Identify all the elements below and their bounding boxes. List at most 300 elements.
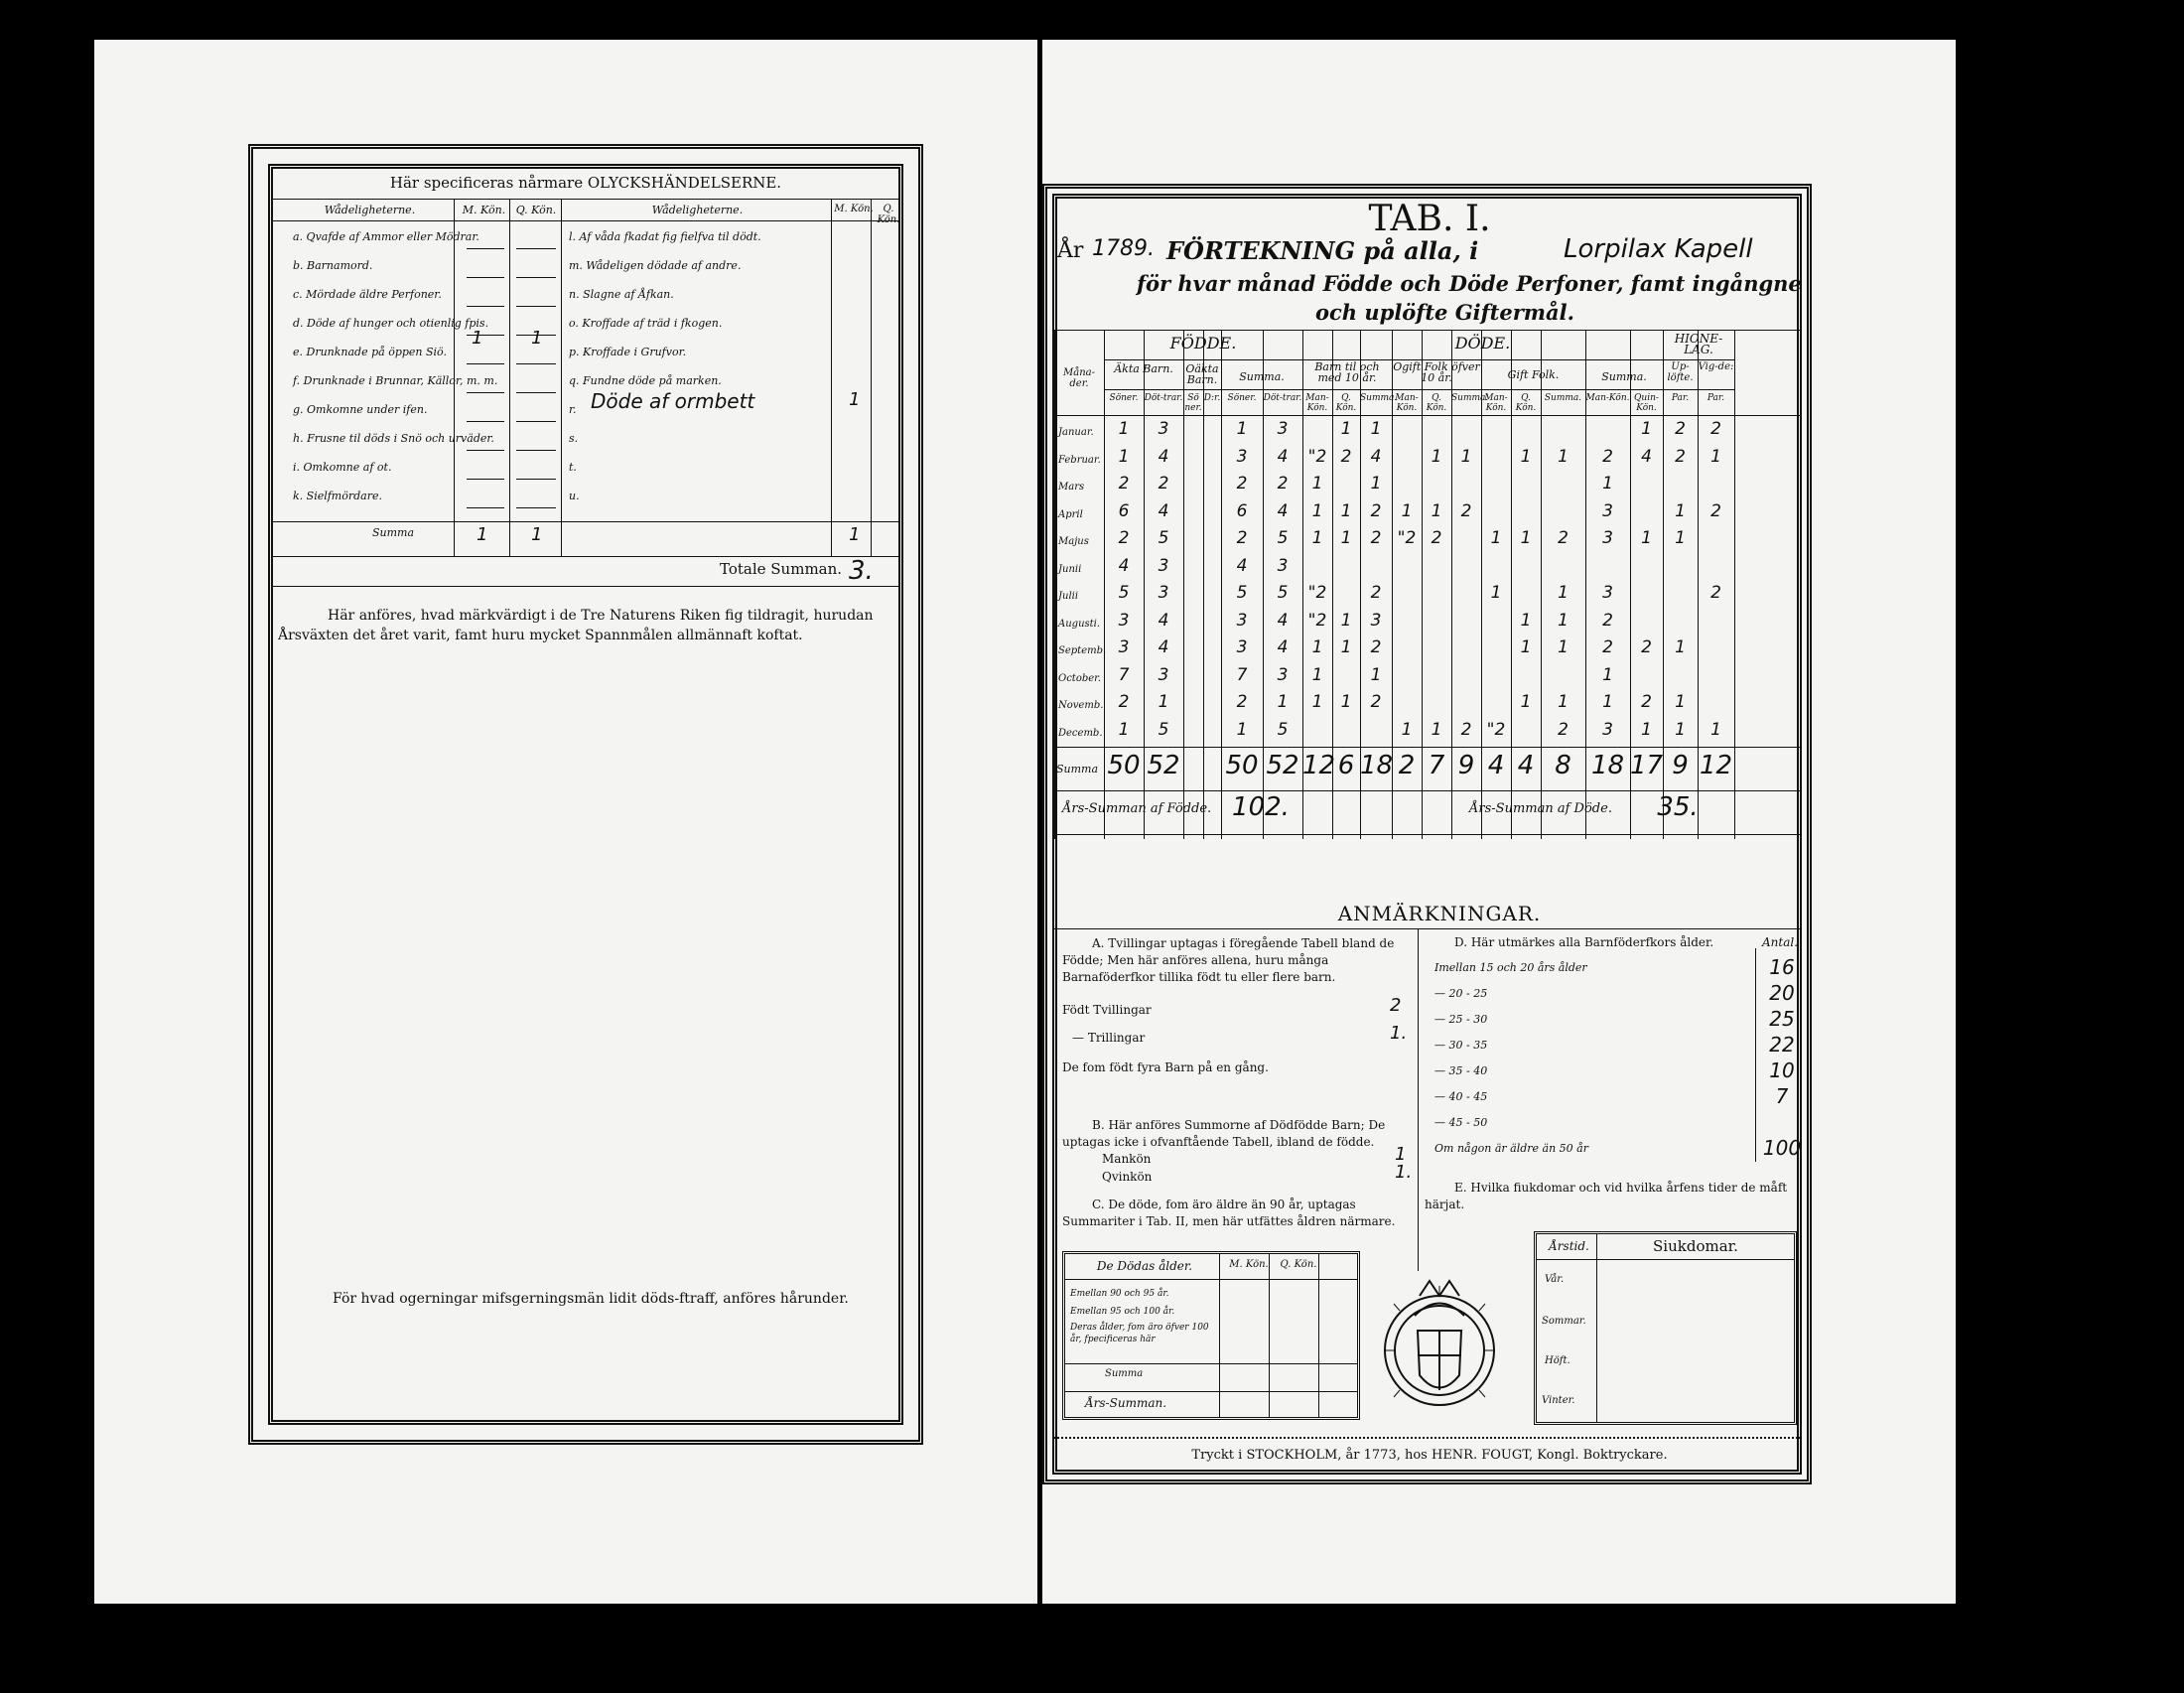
month-label: Junii xyxy=(1058,563,1082,575)
b-text: B. Här anföres Summorne af Dödfödde Barn; De uptagas icke i ofvanftående Tabell, ibland de födde. xyxy=(1062,1118,1386,1149)
table-cell: 1 xyxy=(1118,719,1130,740)
d-row-label: — 20 - 25 xyxy=(1434,987,1488,1000)
c-row-3: Deras ålder, fom äro öfver 100 år, fpecificeras här xyxy=(1070,1323,1209,1344)
table-cell: 2 xyxy=(1602,446,1613,467)
month-label: Septemb. xyxy=(1058,645,1107,656)
c-ars: Års-Summan. xyxy=(1085,1396,1167,1410)
table-cell: 1 xyxy=(1340,637,1352,657)
entry-line-m xyxy=(467,363,504,364)
table-cell: 3 xyxy=(1158,555,1169,576)
totale-value: 3. xyxy=(849,556,874,586)
accident-right-item: m. Wådeligen dödade af andre. xyxy=(569,259,742,272)
table-cell: 5 xyxy=(1158,528,1169,548)
entry-line-m xyxy=(467,248,504,249)
table-cell: 1 xyxy=(1558,583,1569,603)
month-label: Mars xyxy=(1058,482,1085,493)
header-manader: Måna-der. xyxy=(1063,367,1095,389)
table-cell: "2 xyxy=(1307,610,1327,631)
subheader-q: Q. Kön. xyxy=(1515,393,1537,413)
hand-e-q: 1 xyxy=(531,328,543,349)
accident-right-item: o. Kroffade af träd i fkogen. xyxy=(569,317,723,330)
table-cell: 1 xyxy=(1118,446,1130,467)
summa-label: Summa xyxy=(372,526,415,539)
executions-text: För hvad ogerningar mifsgerningsmän lidit döds-ftraff, anföres hårunder. xyxy=(333,1291,849,1307)
month-label: April xyxy=(1058,508,1083,520)
table-cell: 1 xyxy=(1710,446,1721,467)
table-cell: 1 xyxy=(1340,500,1352,521)
subheader-par: Par. xyxy=(1706,393,1725,403)
table-cell: 1 xyxy=(1277,692,1289,712)
subheader-do: D:r. xyxy=(1203,393,1221,403)
accident-left-item: i. Omkomne af ot. xyxy=(293,461,392,474)
entry-line-q xyxy=(516,248,556,249)
d-row-label: — 40 - 45 xyxy=(1434,1090,1488,1103)
table-cell: 6 xyxy=(1118,500,1130,521)
table-cell: "2 xyxy=(1486,719,1506,740)
hand-r-text: Döde af ormbett xyxy=(591,389,755,413)
summa-line xyxy=(1054,747,1801,748)
accident-left-item: h. Frusne til döds i Snö och urväder. xyxy=(293,432,494,445)
col-head-left: Wådeligheterne. xyxy=(324,204,416,216)
month-label: Augusti. xyxy=(1058,618,1101,630)
accident-left-item: d. Döde af hunger och otienlig fpis. xyxy=(293,317,489,330)
table-cell: 5 xyxy=(1277,528,1289,548)
title-line1: FÖRTEKNING på alla, i xyxy=(1166,236,1479,265)
ars-dode-value: 35. xyxy=(1657,792,1699,822)
entry-line-q xyxy=(516,306,556,307)
entry-line-q xyxy=(516,421,556,422)
entry-line-q xyxy=(516,363,556,364)
table-cell: "2 xyxy=(1307,446,1327,467)
table-cell: 1 xyxy=(1340,419,1352,439)
table-cell: 1 xyxy=(1675,719,1686,740)
accident-right-item: p. Kroffade i Grufvor. xyxy=(569,346,687,358)
entry-line-q xyxy=(516,392,556,393)
header-akta: Äkta Barn. xyxy=(1114,362,1173,375)
b-mank-val: 1 xyxy=(1395,1144,1407,1165)
table-cell: 3 xyxy=(1277,664,1289,685)
table-cell: 4 xyxy=(1118,555,1130,576)
total-cell: 9 xyxy=(1672,751,1689,780)
c-row-2: Emellan 95 och 100 år. xyxy=(1070,1307,1175,1317)
total-cell: 52 xyxy=(1147,751,1180,780)
sum-m: 1 xyxy=(477,524,488,545)
table-cell: 1 xyxy=(1520,637,1532,657)
table-cell: 1 xyxy=(1641,528,1652,548)
d-row-value: 100 xyxy=(1762,1136,1802,1160)
table-cell: 1 xyxy=(1558,637,1569,657)
a-tvill-val: 2 xyxy=(1390,995,1402,1016)
table-cell: 3 xyxy=(1602,583,1613,603)
accident-right-item: r. xyxy=(569,403,577,416)
table-cell: 2 xyxy=(1602,637,1613,657)
table-cell: 1 xyxy=(1490,528,1502,548)
table-cell: 3 xyxy=(1602,500,1613,521)
table-cell: 4 xyxy=(1158,637,1169,657)
header-gift: Gift Folk. xyxy=(1507,368,1560,381)
table-cell: 7 xyxy=(1118,664,1130,685)
table-cell: 1 xyxy=(1370,474,1382,494)
sum-right-q: 1 xyxy=(849,524,861,545)
subheader-so: Sö ner. xyxy=(1184,393,1202,413)
table-cell: 1 xyxy=(1558,446,1569,467)
c-head: De Dödas ålder. xyxy=(1096,1259,1193,1273)
total-cell: 6 xyxy=(1337,751,1355,780)
e-text: E. Hvilka fiukdomar och vid hvilka årfens tider de måft härjat. xyxy=(1425,1181,1788,1211)
b-quink-val: 1. xyxy=(1395,1162,1413,1183)
table-cell: 1 xyxy=(1520,528,1532,548)
table-cell: 3 xyxy=(1277,419,1289,439)
table-cell: 4 xyxy=(1158,446,1169,467)
header-dode: DÖDE. xyxy=(1454,334,1511,353)
footer: Tryckt i STOCKHOLM, år 1773, hos HENR. FOUGT, Kongl. Boktryckare. xyxy=(1191,1448,1668,1463)
table-cell: 1 xyxy=(1602,664,1613,685)
table-cell: 5 xyxy=(1277,719,1289,740)
parish: Lorpilax Kapell xyxy=(1564,234,1753,264)
table-cell: 2 xyxy=(1118,528,1130,548)
table-cell: 4 xyxy=(1277,500,1289,521)
e-arstid: Årstid. xyxy=(1549,1239,1589,1253)
table-cell: 1 xyxy=(1675,500,1686,521)
table-cell: 1 xyxy=(1710,719,1721,740)
table-cell: 2 xyxy=(1558,719,1569,740)
table-cell: 4 xyxy=(1158,500,1169,521)
accident-right-item: t. xyxy=(569,461,577,474)
accident-left-item: g. Omkomne under ifen. xyxy=(293,403,428,416)
table-cell: 4 xyxy=(1641,446,1652,467)
table-col-line xyxy=(1203,330,1204,839)
left-page xyxy=(94,40,1037,1604)
table-cell: 2 xyxy=(1370,583,1382,603)
table-cell: 3 xyxy=(1118,610,1130,631)
entry-line-q xyxy=(516,507,556,508)
table-cell: 3 xyxy=(1602,719,1613,740)
e-table xyxy=(1534,1231,1797,1425)
table-cell: 2 xyxy=(1118,474,1130,494)
a-tvill: Födt Tvillingar xyxy=(1062,1003,1152,1017)
d-row-value: 25 xyxy=(1769,1007,1795,1031)
month-label: Novemb. xyxy=(1058,700,1104,711)
accident-right-item: l. Af våda fkadat fig fielfva til dödt. xyxy=(569,230,761,243)
d-antal: Antal. xyxy=(1762,935,1799,949)
table-cell: 1 xyxy=(1675,692,1686,712)
table-cell: 1 xyxy=(1118,419,1130,439)
table-col-line xyxy=(1054,330,1055,839)
header-oakta: Oäkta Barn. xyxy=(1185,362,1219,386)
header-uplofte: Up-löfte. xyxy=(1667,361,1694,383)
table-cell: 1 xyxy=(1431,500,1442,521)
month-label: Februar. xyxy=(1058,454,1101,466)
table-cell: 3 xyxy=(1236,610,1248,631)
table-cell: 1 xyxy=(1520,446,1532,467)
table-cell: 2 xyxy=(1370,500,1382,521)
total-cell: 52 xyxy=(1266,751,1299,780)
table-cell: 2 xyxy=(1370,637,1382,657)
c-q: Q. Kön. xyxy=(1280,1259,1317,1270)
table-cell: 2 xyxy=(1236,528,1248,548)
table-cell: 1 xyxy=(1602,692,1613,712)
month-label: Decemb. xyxy=(1058,727,1103,739)
a-trill: — Trillingar xyxy=(1072,1031,1146,1045)
accident-right-item: u. xyxy=(569,490,580,502)
b-quink: Qvinkön xyxy=(1102,1170,1153,1184)
table-cell: 1 xyxy=(1641,419,1652,439)
table-cell: 3 xyxy=(1236,446,1248,467)
table-cell: 1 xyxy=(1370,419,1382,439)
table-cell: 1 xyxy=(1370,664,1382,685)
accident-left-item: e. Drunknade på öppen Siö. xyxy=(293,346,447,358)
table-cell: 1 xyxy=(1340,692,1352,712)
b-mank: Mankön xyxy=(1102,1152,1152,1166)
d-row-value: 10 xyxy=(1769,1058,1795,1082)
a-text: A. Tvillingar uptagas i föregående Tabell bland de Födde; Men här anföres allena, huru många Barnaföderfkor tillika födt tu eller flere barn. xyxy=(1062,936,1395,984)
table-cell: 2 xyxy=(1118,692,1130,712)
accident-left-item: k. Sielfmördare. xyxy=(293,490,382,502)
a-fyra: De fom födt fyra Barn på en gång. xyxy=(1062,1060,1269,1074)
total-cell: 8 xyxy=(1555,751,1571,780)
table-cell: 1 xyxy=(1311,692,1323,712)
col-head-right: Wådeligheterne. xyxy=(651,204,744,216)
table-cell: 5 xyxy=(1277,583,1289,603)
subheader-mank: Man-Kön. xyxy=(1585,393,1630,403)
ars-line xyxy=(1054,790,1801,791)
table-cell: 1 xyxy=(1675,637,1686,657)
subheader-summa: Summa. xyxy=(1544,393,1582,403)
subheader-quink: Quin-Kön. xyxy=(1634,393,1659,413)
table-cell: 2 xyxy=(1641,637,1652,657)
d-row-label: — 30 - 35 xyxy=(1434,1039,1488,1052)
subheader-par: Par. xyxy=(1671,393,1690,403)
table-cell: 1 xyxy=(1460,446,1472,467)
subheader-soner: Söner. xyxy=(1109,393,1139,403)
total-cell: 7 xyxy=(1428,751,1445,780)
table-cell: 2 xyxy=(1641,692,1652,712)
col-m-right: M. Kön. xyxy=(834,204,874,214)
d-row-label: — 45 - 50 xyxy=(1434,1116,1488,1129)
d-row-value: 22 xyxy=(1769,1033,1795,1057)
subheader-man: Man-Kön. xyxy=(1484,393,1508,413)
table-cell: 3 xyxy=(1158,664,1169,685)
table-cell: 2 xyxy=(1710,500,1721,521)
d-row-label: — 25 - 30 xyxy=(1434,1013,1488,1026)
d-row-label: Om någon är äldre än 50 år xyxy=(1434,1142,1588,1155)
subheader-dottrar: Döt-trar. xyxy=(1144,393,1183,403)
table-cell: 2 xyxy=(1158,474,1169,494)
nature-text: Här anföres, hvad märkvärdigt i de Tre Naturens Riken fig tildragit, hurudan Årsväxten det året varit, famt huru mycket Spannmålen allmännaft koftat. xyxy=(278,608,874,643)
ar-label: År xyxy=(1057,238,1084,263)
header-summa2: Summa. xyxy=(1601,370,1647,383)
month-label: Majus xyxy=(1058,536,1089,547)
year: 1789. xyxy=(1092,236,1155,261)
c-text: C. De döde, fom äro äldre än 90 år, uptagas Summariter i Tab. II, men här utfättes åldren närmare. xyxy=(1062,1198,1396,1228)
table-cell: 1 xyxy=(1236,419,1248,439)
total-cell: 18 xyxy=(1590,751,1625,780)
e-season-host: Höft. xyxy=(1545,1355,1570,1366)
entry-line-m xyxy=(467,392,504,393)
entry-line-q xyxy=(516,450,556,451)
table-col-line xyxy=(1734,330,1735,839)
table-cell: 2 xyxy=(1370,528,1382,548)
table-cell: 1 xyxy=(1236,719,1248,740)
table-cell: 1 xyxy=(1311,528,1323,548)
table-cell: 2 xyxy=(1431,528,1442,548)
d-text: D. Här utmärkes alla Barnföderfkors ålder. xyxy=(1454,935,1714,949)
total-cell: 9 xyxy=(1457,751,1475,780)
entry-line-q xyxy=(516,277,556,278)
table-cell: 2 xyxy=(1370,692,1382,712)
table-cell: 1 xyxy=(1340,528,1352,548)
header-barn: Barn til och med 10 år. xyxy=(1314,360,1380,384)
right-page xyxy=(1042,40,1956,1604)
col-q-left: Q. Kön. xyxy=(515,204,557,216)
table-cell: 1 xyxy=(1311,637,1323,657)
d-row-value: 20 xyxy=(1769,981,1795,1005)
table-cell: 4 xyxy=(1277,446,1289,467)
summa-row-label: Summa xyxy=(1056,763,1099,776)
header-hione: HIONE-LAG. xyxy=(1674,332,1723,356)
table-cell: 2 xyxy=(1602,610,1613,631)
table-cell: "2 xyxy=(1397,528,1417,548)
accident-right-item: n. Slagne af Åfkan. xyxy=(569,288,674,301)
table-cell: 2 xyxy=(1340,446,1352,467)
table-cell: 1 xyxy=(1401,719,1413,740)
entry-line-m xyxy=(467,507,504,508)
month-label: Januar. xyxy=(1058,427,1094,438)
table-cell: 2 xyxy=(1460,500,1472,521)
table-cell: 1 xyxy=(1158,692,1169,712)
table-cell: 4 xyxy=(1277,637,1289,657)
accident-left-item: a. Qvafde af Ammor eller Mödrar. xyxy=(293,230,479,243)
total-cell: 4 xyxy=(1517,751,1535,780)
subheader-man: Man-Kön. xyxy=(1305,393,1329,413)
e-season-sommar: Sommar. xyxy=(1542,1316,1586,1327)
table-cell: 4 xyxy=(1370,446,1382,467)
table-cell: 1 xyxy=(1641,719,1652,740)
table-cell: 1 xyxy=(1311,500,1323,521)
anm-title: ANMÄRKNINGAR. xyxy=(1337,902,1542,925)
table-cell: 2 xyxy=(1236,474,1248,494)
table-cell: "2 xyxy=(1307,583,1327,603)
table-cell: 3 xyxy=(1236,637,1248,657)
table-cell: 1 xyxy=(1431,719,1442,740)
accident-right-item: q. Fundne döde på marken. xyxy=(569,374,722,387)
hand-e-m: 1 xyxy=(472,328,483,349)
total-cell: 4 xyxy=(1487,751,1505,780)
subheader-summa: Summa. xyxy=(1451,393,1489,403)
table-cell: 1 xyxy=(1340,610,1352,631)
table-cell: 3 xyxy=(1370,610,1382,631)
total-cell: 2 xyxy=(1398,751,1416,780)
table-cell: 2 xyxy=(1675,419,1686,439)
table-cell: 1 xyxy=(1520,692,1532,712)
table-cell: 1 xyxy=(1431,446,1442,467)
table-cell: 3 xyxy=(1158,419,1169,439)
table-cell: 1 xyxy=(1311,664,1323,685)
c-m: M. Kön. xyxy=(1229,1259,1269,1270)
accident-left-item: f. Drunknade i Brunnar, Källor, m. m. xyxy=(293,374,498,387)
c-table xyxy=(1062,1251,1360,1420)
month-label: October. xyxy=(1058,672,1102,684)
e-season-vinter: Vinter. xyxy=(1542,1395,1575,1406)
accident-left-item: c. Mördade äldre Perfoner. xyxy=(293,288,442,301)
e-siuk: Siukdomar. xyxy=(1653,1237,1738,1255)
a-trill-val: 1. xyxy=(1390,1023,1408,1044)
c-row-1: Emellan 90 och 95 år. xyxy=(1070,1289,1169,1299)
accidents-title: Här specificeras nårmare OLYCKSHÄNDELSERNE. xyxy=(389,174,782,192)
table-cell: 1 xyxy=(1675,528,1686,548)
header-line xyxy=(1054,415,1801,416)
d-row-label: — 35 - 40 xyxy=(1434,1064,1488,1077)
e-season-var: Vår. xyxy=(1545,1274,1565,1285)
total-cell: 17 xyxy=(1630,751,1664,780)
subheader-dottrar: Döt-trar. xyxy=(1263,393,1302,403)
title-line2: för hvar månad Födde och Döde Perfoner, famt ingångne xyxy=(1137,271,1802,296)
tab-title: TAB. I. xyxy=(1368,199,1491,239)
header-fodde: FÖDDE. xyxy=(1169,334,1237,353)
entry-line-m xyxy=(467,450,504,451)
table-cell: 2 xyxy=(1675,446,1686,467)
subheader-soner: Söner. xyxy=(1227,393,1257,403)
hand-r-q: 1 xyxy=(849,389,861,410)
table-cell: 2 xyxy=(1710,583,1721,603)
ars-dode-label: Års-Summan af Döde. xyxy=(1469,801,1612,816)
entry-line-m xyxy=(467,306,504,307)
table-cell: 1 xyxy=(1602,474,1613,494)
table-cell: 7 xyxy=(1236,664,1248,685)
ars-fodde-label: Års-Summan af Födde. xyxy=(1062,801,1212,816)
c-summa: Summa xyxy=(1105,1368,1144,1379)
royal-seal-icon xyxy=(1370,1256,1509,1425)
subheader-q: Q. Kön. xyxy=(1426,393,1447,413)
title-line3: och uplöfte Giftermål. xyxy=(1315,300,1574,325)
subheader-man: Man-Kön. xyxy=(1395,393,1419,413)
table-cell: 5 xyxy=(1236,583,1248,603)
d-row-value: 7 xyxy=(1775,1084,1789,1108)
accident-left-item: b. Barnamord. xyxy=(293,259,373,272)
table-cell: 5 xyxy=(1158,719,1169,740)
header-line xyxy=(1104,359,1734,360)
total-cell: 50 xyxy=(1225,751,1259,780)
table-cell: 1 xyxy=(1490,583,1502,603)
table-cell: 3 xyxy=(1277,555,1289,576)
table-cell: 3 xyxy=(1158,583,1169,603)
total-cell: 12 xyxy=(1302,751,1336,780)
table-cell: 2 xyxy=(1460,719,1472,740)
total-cell: 50 xyxy=(1107,751,1141,780)
d-row-label: Imellan 15 och 20 års ålder xyxy=(1434,961,1587,974)
month-label: Julii xyxy=(1058,591,1079,602)
table-cell: 1 xyxy=(1401,500,1413,521)
table-cell: 2 xyxy=(1710,419,1721,439)
d-row-value: 16 xyxy=(1769,955,1795,979)
table-cell: 2 xyxy=(1236,692,1248,712)
entry-line-m xyxy=(467,335,504,336)
header-ogift: Ogift Folk öfver 10 år. xyxy=(1393,360,1480,384)
table-cell: 4 xyxy=(1236,555,1248,576)
table-cell: 1 xyxy=(1558,692,1569,712)
entry-line-m xyxy=(467,421,504,422)
table-cell: 4 xyxy=(1158,610,1169,631)
subheader-q: Q. Kön. xyxy=(1335,393,1357,413)
ars-fodde-value: 102. xyxy=(1232,792,1290,822)
col-m-left: M. Kön. xyxy=(462,204,506,216)
entry-line-m xyxy=(467,277,504,278)
table-cell: 4 xyxy=(1277,610,1289,631)
table-cell: 1 xyxy=(1311,474,1323,494)
subheader-summa: Summa. xyxy=(1360,393,1398,403)
header-vigde: Vig-de: xyxy=(1698,361,1734,372)
total-cell: 12 xyxy=(1699,751,1733,780)
